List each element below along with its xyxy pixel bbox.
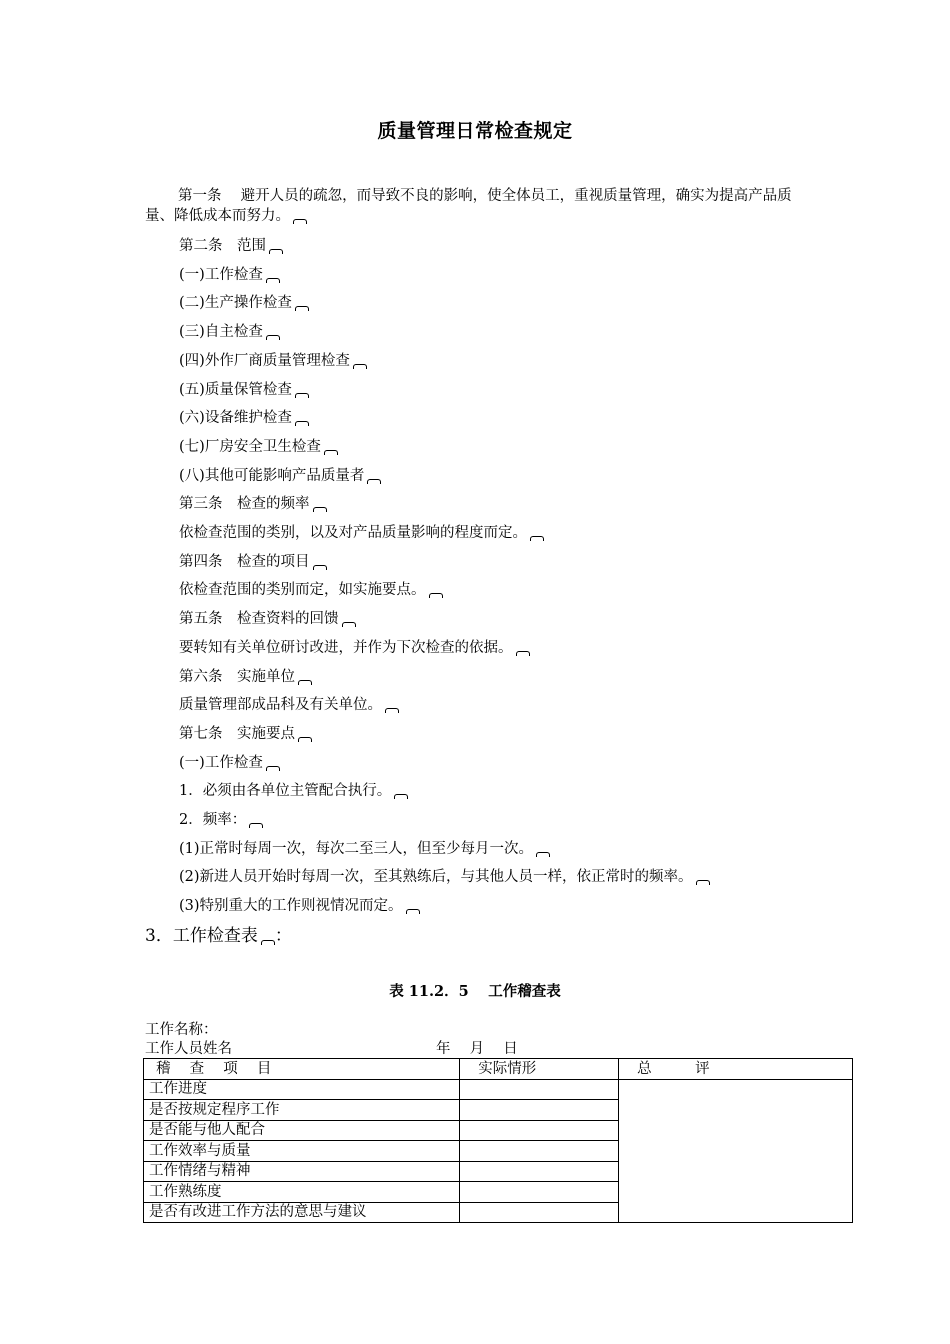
check-item-cell: 工作情绪与精神 bbox=[144, 1161, 460, 1182]
paragraph-text: (1)正常时每周一次，每次二至三人，但至少每月一次。 bbox=[179, 840, 534, 857]
check-item-cell: 工作进度 bbox=[144, 1079, 460, 1100]
paragraph bbox=[145, 232, 815, 261]
paragraph-text: 3．工作检查表 bbox=[145, 925, 258, 946]
actual-situation-cell[interactable] bbox=[460, 1079, 619, 1100]
paragraph-text: (二)生产操作检查 bbox=[179, 295, 292, 312]
paragraph-text: (八)其他可能影响产品质量者 bbox=[179, 467, 365, 484]
paragraph bbox=[145, 663, 815, 692]
actual-situation-cell[interactable] bbox=[460, 1141, 619, 1162]
check-item-cell: 工作熟练度 bbox=[144, 1182, 460, 1203]
paragraph-mark-icon bbox=[394, 794, 408, 799]
paragraph-mark-icon bbox=[266, 278, 280, 283]
actual-situation-cell[interactable] bbox=[460, 1182, 619, 1203]
paragraph bbox=[145, 892, 815, 921]
paragraph-text: 第一条 避开人员的疏忽，而导致不良的影响，使全体员工，重视质量管理，确实为提高产品质量、降低成本而努力。 bbox=[145, 188, 792, 224]
paragraph bbox=[145, 720, 815, 749]
paragraph-text: (五)质量保管检查 bbox=[179, 381, 292, 398]
actual-situation-cell[interactable] bbox=[460, 1161, 619, 1182]
person-name-label: 工作人员姓名 bbox=[145, 1041, 232, 1057]
document-title: 质量管理日常检查规定 bbox=[377, 120, 573, 142]
paragraph-mark-icon bbox=[298, 737, 312, 742]
paragraph-text: 第三条 检查的频率 bbox=[179, 496, 310, 513]
paragraph bbox=[145, 318, 815, 347]
paragraph bbox=[145, 863, 815, 892]
header-overall-comment: 总 评 bbox=[619, 1059, 853, 1080]
paragraph bbox=[145, 835, 815, 864]
paragraph-text: 第七条 实施要点 bbox=[179, 725, 295, 742]
check-item-cell: 是否能与他人配合 bbox=[144, 1120, 460, 1141]
paragraph-mark-icon bbox=[342, 622, 356, 627]
paragraph-mark-icon bbox=[696, 880, 710, 885]
paragraph bbox=[145, 490, 815, 519]
paragraph-mark-icon bbox=[324, 450, 338, 455]
paragraph-text: (一)工作检查 bbox=[179, 266, 263, 283]
paragraph-mark-icon bbox=[249, 823, 263, 828]
paragraph-text: (四)外作厂商质量管理检查 bbox=[179, 352, 350, 369]
paragraph-text: (三)自主检查 bbox=[179, 324, 263, 341]
paragraph-text: 第六条 实施单位 bbox=[179, 668, 295, 685]
paragraph-text: (一)工作检查 bbox=[179, 754, 263, 771]
paragraph bbox=[145, 634, 815, 663]
paragraph bbox=[145, 691, 815, 720]
paragraph-mark-icon bbox=[313, 565, 327, 570]
check-item-cell: 是否有改进工作方法的意思与建议 bbox=[144, 1202, 460, 1223]
paragraph-text: (2)新进人员开始时每周一次，至其熟练后，与其他人员一样，依正常时的频率。 bbox=[179, 869, 693, 886]
paragraph-text: 第五条 检查资料的回馈 bbox=[179, 611, 339, 628]
paragraph-mark-icon bbox=[385, 708, 399, 713]
paragraph bbox=[145, 548, 815, 577]
paragraph-text: 要转知有关单位研讨改进，并作为下次检查的依据。 bbox=[179, 639, 513, 656]
paragraph-text: (3)特别重大的工作则视情况而定。 bbox=[179, 898, 403, 915]
paragraph bbox=[145, 519, 815, 548]
paragraph-suffix: ： bbox=[274, 925, 292, 946]
paragraph-mark-icon bbox=[429, 593, 443, 598]
paragraph-mark-icon bbox=[406, 909, 420, 914]
check-item-cell: 是否按规定程序工作 bbox=[144, 1100, 460, 1121]
paragraph-mark-icon bbox=[266, 766, 280, 771]
paragraph bbox=[145, 261, 815, 290]
paragraph-text: 依检查范围的类别而定，如实施要点。 bbox=[179, 582, 426, 599]
work-name-label: 工作名称： bbox=[145, 1022, 218, 1038]
date-label: 年 月 日 bbox=[436, 1041, 518, 1057]
paragraph-text: (七)厂房安全卫生检查 bbox=[179, 438, 321, 455]
paragraph-text: 质量管理部成品科及有关单位。 bbox=[179, 697, 382, 714]
paragraph-mark-icon bbox=[367, 479, 381, 484]
paragraph bbox=[145, 404, 815, 433]
check-item-cell: 工作效率与质量 bbox=[144, 1141, 460, 1162]
paragraph bbox=[145, 777, 815, 806]
paragraph bbox=[145, 921, 815, 952]
paragraph bbox=[145, 289, 815, 318]
paragraph-mark-icon bbox=[295, 393, 309, 398]
actual-situation-cell[interactable] bbox=[460, 1120, 619, 1141]
paragraph-mark-icon bbox=[269, 249, 283, 254]
header-actual-situation: 实际情形 bbox=[460, 1059, 619, 1080]
overall-comment-cell[interactable] bbox=[619, 1079, 853, 1223]
paragraph-mark-icon bbox=[295, 421, 309, 426]
paragraph-mark-icon bbox=[295, 306, 309, 311]
header-check-item: 稽 查 项 目 bbox=[144, 1059, 460, 1080]
paragraph-mark-icon bbox=[298, 680, 312, 685]
paragraph bbox=[145, 347, 815, 376]
table-row bbox=[144, 1079, 853, 1100]
actual-situation-cell[interactable] bbox=[460, 1202, 619, 1223]
paragraph bbox=[145, 376, 815, 405]
paragraph bbox=[145, 462, 815, 491]
paragraph-text: 2．频率： bbox=[179, 812, 247, 829]
paragraph-mark-icon bbox=[536, 852, 550, 857]
paragraph-text: 第二条 范围 bbox=[179, 238, 266, 254]
paragraph-text: (六)设备维护检查 bbox=[179, 410, 292, 427]
paragraph-mark-icon bbox=[313, 507, 327, 512]
paragraph bbox=[145, 433, 815, 462]
table-caption: 表 11.2．5 工作稽查表 bbox=[389, 983, 561, 1000]
work-check-table bbox=[143, 1058, 853, 1223]
paragraph-mark-icon bbox=[516, 651, 530, 656]
paragraph bbox=[145, 576, 815, 605]
table-header-row bbox=[144, 1059, 853, 1080]
paragraph-mark-icon bbox=[353, 364, 367, 369]
paragraph bbox=[145, 186, 815, 226]
document-body bbox=[145, 186, 815, 952]
actual-situation-cell[interactable] bbox=[460, 1100, 619, 1121]
paragraph-mark-icon bbox=[530, 536, 544, 541]
paragraph-text: 依检查范围的类别，以及对产品质量影响的程度而定。 bbox=[179, 525, 527, 542]
paragraph bbox=[145, 605, 815, 634]
paragraph-mark-icon bbox=[293, 219, 307, 224]
paragraph-text: 第四条 检查的项目 bbox=[179, 553, 310, 570]
paragraph-mark-icon bbox=[266, 335, 280, 340]
paragraph-text: 1．必须由各单位主管配合执行。 bbox=[179, 783, 392, 800]
paragraph bbox=[145, 749, 815, 778]
paragraph bbox=[145, 806, 815, 835]
paragraph-mark-icon bbox=[261, 940, 275, 945]
